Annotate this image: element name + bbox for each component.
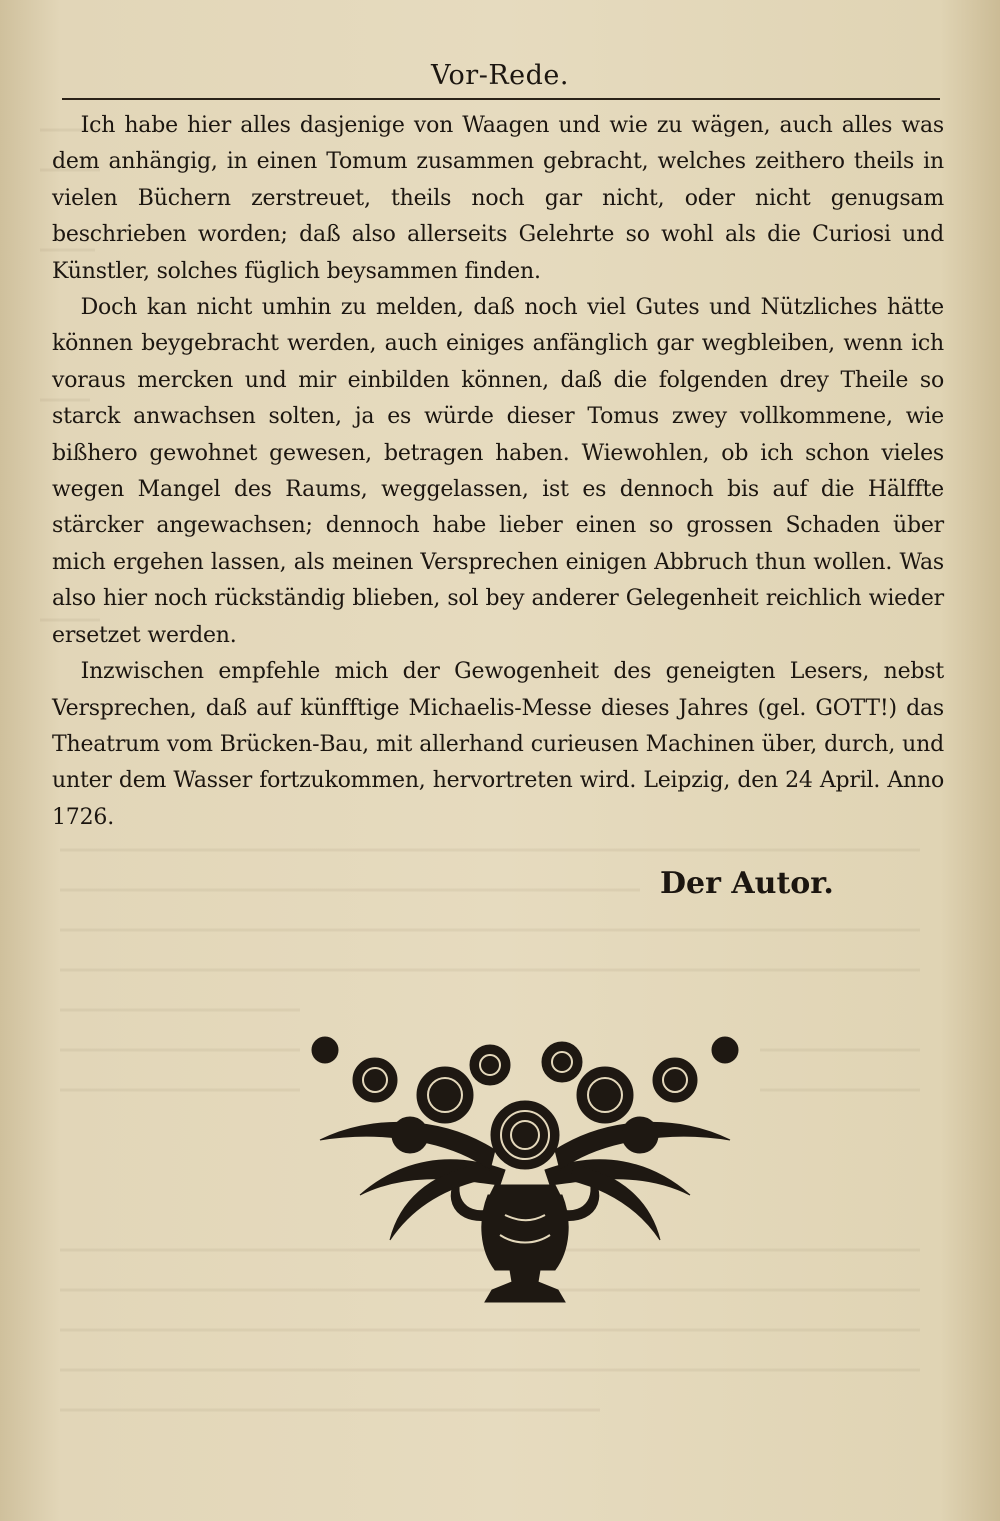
author-signature: Der Autor. bbox=[660, 866, 834, 901]
header-rule bbox=[62, 98, 940, 100]
paragraph-2: Doch kan nicht umhin zu melden, daß noch viel Gutes und Nützliches hätte können beygebracht werden, auch einiges anfänglich gar wegbleiben, wenn ich voraus mercken und mir einbilden können, daß die folgenden drey Theile so starck anwachsen solten, ja es würde dieser Tomus zwey vollkommene, wie bißhero gewohnet gewesen, betragen haben. Wiewohlen, ob ich schon vieles wegen Mangel des Raums, weggelassen, ist es dennoch bis auf die Hälffte stärcker angewachsen; dennoch habe lieber einen so grossen Schaden über mich ergehen lassen, als meinen Versprechen einigen Abbruch thun wollen. Was also hier noch rückständig blieben, sol bey anderer Gelegenheit reichlich wieder ersetzet werden. bbox=[52, 295, 944, 648]
page-header: Vor-Rede. bbox=[431, 60, 569, 91]
paragraph-1: Ich habe hier alles dasjenige von Waagen und wie zu wägen, auch alles was dem anhängig, in einen Tomum zusammen gebracht, welches zeithero theils in vielen Büchern zerstreuet, theils noch gar nicht, oder nicht genugsam beschrieben worden; daß also allerseits Gelehrte so wohl als die Curiosi und Künstler, solches füglich beysammen finden. bbox=[52, 113, 944, 284]
flower-vase-vignette-icon bbox=[300, 1020, 750, 1310]
preface-text bbox=[52, 108, 944, 836]
paragraph-3: Inzwischen empfehle mich der Gewogenheit des geneigten Lesers, nebst Versprechen, daß auf künfftige Michaelis-Messe dieses Jahres (gel. GOTT!) das Theatrum vom Brücken-Bau, mit allerhand curieusen Machinen über, durch, und unter dem Wasser fortzukommen, hervortreten wird. Leipzig, den 24 April. Anno 1726. bbox=[52, 659, 944, 830]
